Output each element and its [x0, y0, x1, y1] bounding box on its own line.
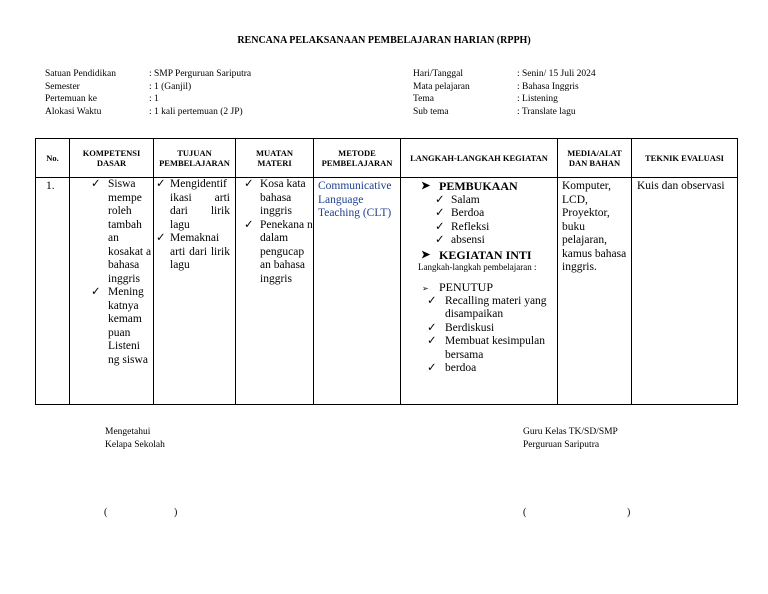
document-title: RENCANA PELAKSANAAN PEMBELAJARAN HARIAN (RPPH)	[237, 35, 531, 46]
check-icon: ✓	[244, 218, 254, 231]
info-row	[413, 93, 596, 106]
check-icon: ✓	[427, 335, 437, 347]
header-kompetensi: KOMPETENSI DASAR	[70, 139, 154, 178]
info-row	[413, 81, 596, 94]
cell-metode: Communicative Language Teaching (CLT)	[314, 178, 401, 405]
info-key: Alokasi Waktu	[45, 106, 102, 117]
list-item	[401, 194, 553, 208]
cell-tujuan	[154, 178, 236, 405]
info-left	[45, 68, 251, 118]
section-title: PENUTUP	[439, 280, 494, 294]
header-metode: METODE PEMBELAJARAN	[314, 139, 401, 178]
cell-teknik: Kuis dan observasi	[632, 178, 738, 405]
list-item	[154, 178, 235, 232]
list-item-text: Berdiskusi	[445, 321, 495, 334]
signature-line: Kelapa Sekolah	[105, 439, 165, 450]
list-item	[236, 219, 313, 287]
header-langkah: LANGKAH-LANGKAH KEGIATAN	[401, 139, 558, 178]
section-inti	[401, 249, 553, 263]
list-item-text: Memaknai arti dari lirik lagu	[170, 232, 230, 271]
arrow-icon: ➤	[421, 248, 431, 261]
header-teknik: TEKNIK EVALUASI	[632, 139, 738, 178]
table-header-row	[36, 139, 738, 178]
info-row	[45, 68, 251, 81]
info-value: : Listening	[517, 94, 558, 104]
cell-no: 1.	[36, 178, 70, 405]
list-item	[154, 232, 235, 273]
check-icon: ✓	[91, 286, 101, 298]
cell-muatan	[236, 178, 314, 405]
signature-paren-open: (	[104, 507, 108, 518]
list-item	[236, 178, 313, 219]
check-icon: ✓	[435, 220, 445, 233]
info-key: Mata pelajaran	[413, 81, 470, 92]
header-media: MEDIA/ALAT DAN BAHAN	[558, 139, 632, 178]
list-item-text: Siswa mempe roleh tambah an kosakat a bahasa inggris	[108, 178, 152, 285]
info-row	[45, 93, 251, 106]
cell-media: Komputer, LCD, Proyektor, buku pelajaran, kamus bahasa inggris.	[558, 178, 632, 405]
list-item-text: Berdoa	[451, 207, 485, 219]
info-right	[413, 68, 596, 118]
check-icon: ✓	[435, 193, 445, 206]
info-key: Hari/Tanggal	[413, 69, 463, 79]
header-tujuan: TUJUAN PEMBELAJARAN	[154, 139, 236, 178]
check-icon: ✓	[427, 362, 437, 374]
info-key: Pertemuan ke	[45, 94, 97, 104]
info-key: Tema	[413, 94, 434, 104]
info-key: Semester	[45, 81, 80, 92]
signature-left	[105, 426, 165, 451]
check-icon: ✓	[427, 294, 437, 307]
info-value: : Senin/ 15 Juli 2024	[517, 69, 596, 79]
info-key: Sub tema	[413, 106, 449, 117]
info-key: Satuan Pendidikan	[45, 69, 116, 79]
cell-langkah	[401, 178, 558, 405]
list-item-text: Mengidentif ikasi arti dari lirik lagu	[170, 178, 230, 231]
header-no: No.	[36, 139, 70, 178]
info-value: : Bahasa Inggris	[517, 81, 579, 92]
signature-right	[523, 426, 618, 451]
section-penutup	[401, 281, 553, 295]
list-item	[70, 286, 153, 367]
list-item	[401, 221, 553, 235]
list-item-text: Kosa kata bahasa inggris	[260, 178, 306, 217]
list-item	[401, 362, 553, 376]
signature-paren-close: )	[174, 507, 178, 518]
inti-subtitle: Langkah-langkah pembelajaran :	[418, 262, 537, 272]
list-item	[70, 178, 153, 286]
signature-paren-close: )	[627, 507, 631, 518]
list-item	[401, 295, 553, 322]
info-value: : 1	[149, 94, 159, 104]
signature-line: Mengetahui	[105, 427, 151, 437]
list-item	[401, 207, 553, 221]
check-icon: ✓	[427, 321, 437, 334]
info-row	[413, 68, 596, 81]
info-row	[45, 106, 251, 119]
info-value: : 1 (Ganjil)	[149, 81, 192, 92]
list-item-text: Penekana n dalam pengucap an bahasa inggris	[260, 218, 313, 285]
arrow-icon: ➤	[421, 180, 431, 192]
list-item	[401, 322, 553, 336]
list-item	[401, 234, 553, 248]
rpph-table	[35, 138, 738, 405]
arrow-icon: ➢	[422, 284, 429, 293]
section-title: PEMBUKAAN	[439, 179, 518, 193]
list-item-text: absensi	[451, 234, 485, 246]
info-value: : SMP Perguruan Sariputra	[149, 69, 252, 79]
table-row	[36, 178, 738, 405]
check-icon: ✓	[91, 178, 101, 190]
info-row	[413, 106, 596, 119]
cell-kompetensi	[70, 178, 154, 405]
section-title: KEGIATAN INTI	[439, 247, 532, 262]
list-item-text: Refleksi	[451, 220, 490, 233]
info-row	[45, 81, 251, 94]
list-item-text: berdoa	[445, 362, 477, 374]
info-value: : 1 kali pertemuan (2 JP)	[149, 106, 243, 117]
check-icon: ✓	[156, 178, 166, 190]
list-item-text: Membuat kesimpulan bersama	[445, 335, 545, 361]
check-icon: ✓	[156, 232, 166, 244]
section-pembukaan	[401, 180, 553, 194]
check-icon: ✓	[435, 207, 445, 219]
signature-line: Guru Kelas TK/SD/SMP	[523, 427, 618, 437]
list-item-text: Salam	[451, 193, 480, 206]
list-item	[401, 335, 553, 362]
list-item-text: Recalling materi yang disampaikan	[445, 294, 547, 320]
info-value: : Translate lagu	[517, 106, 576, 117]
list-item-text: Mening katnya kemam puan Listeni ng siswa	[108, 286, 148, 366]
signature-paren-open: (	[523, 507, 527, 518]
signature-line: Perguruan Sariputra	[523, 439, 600, 450]
check-icon: ✓	[244, 178, 254, 190]
check-icon: ✓	[435, 234, 445, 246]
header-muatan: MUATAN MATERI	[236, 139, 314, 178]
